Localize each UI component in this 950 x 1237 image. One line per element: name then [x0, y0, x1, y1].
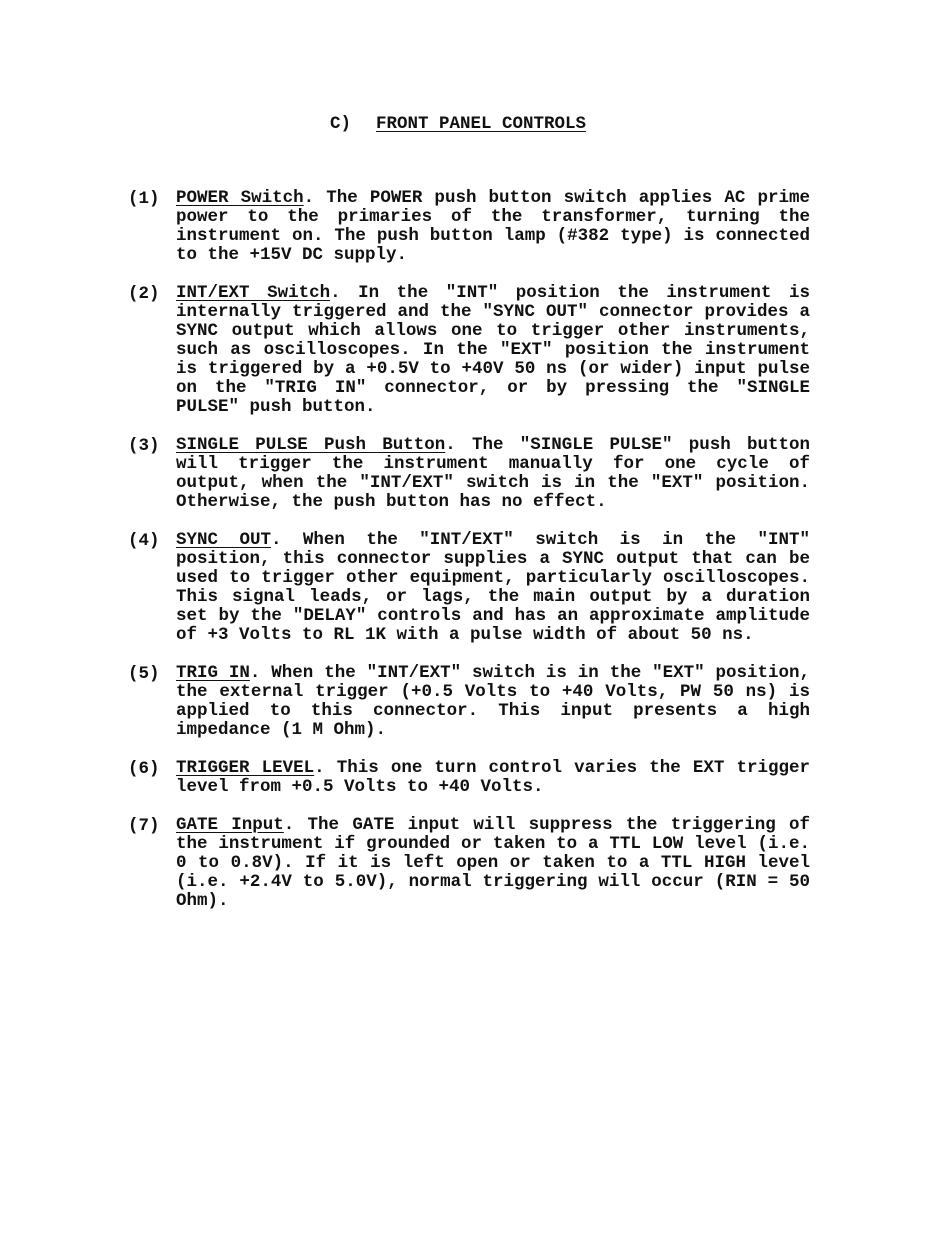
item-text: . The POWER push button switch applies AC prime power to the primaries of the transformer, turning the instrument on. The push button lamp (#382 type) is connected to the +15V DC supply. — [176, 188, 810, 265]
list-item-int-ext-switch — [128, 284, 810, 417]
item-number: (4) — [128, 531, 160, 551]
list-item-single-pulse-button — [128, 436, 810, 512]
item-term: TRIGGER LEVEL — [176, 758, 315, 778]
item-body — [176, 284, 810, 417]
list-item-gate-input — [128, 816, 810, 911]
item-body — [176, 436, 810, 512]
item-text: . When the "INT/EXT" switch is in the "INT" position, this connector supplies a SYNC output that can be used to trigger other equipment, particularly oscilloscopes. This signal leads, or lags, the main output by a duration set by the "DELAY" controls and has an approximate amplitude of +3 Volts to RL 1K with a pulse width of about 50 ns. — [176, 530, 810, 645]
list-item-trigger-level — [128, 759, 810, 797]
section-title: FRONT PANEL CONTROLS — [376, 114, 587, 134]
item-number: (3) — [128, 436, 160, 456]
item-term: GATE Input — [176, 815, 284, 835]
list-item-power-switch — [128, 189, 810, 265]
item-text: . In the "INT" position the instrument is internally triggered and the "SYNC OUT" connector provides a SYNC output which allows one to trigger other instruments, such as oscilloscopes. In the "EXT" position the instrument is triggered by a +0.5V to +40V 50 ns (or wider) input pulse on the "TRIG IN" connector, or by pressing the "SINGLE PULSE" push button. — [176, 283, 810, 417]
item-number: (1) — [128, 189, 160, 209]
item-body — [176, 759, 810, 797]
item-term: TRIG IN — [176, 663, 250, 683]
item-number: (2) — [128, 284, 160, 304]
section-label: C) — [330, 114, 352, 134]
item-number: (5) — [128, 664, 160, 684]
item-term: POWER Switch — [176, 188, 304, 208]
section-heading — [330, 114, 586, 134]
list-item-sync-out — [128, 531, 810, 645]
item-text: . This one turn control varies the EXT trigger level from +0.5 Volts to +40 Volts. — [176, 758, 810, 797]
item-body — [176, 531, 810, 645]
controls-list — [128, 189, 810, 930]
list-item-trig-in — [128, 664, 810, 740]
item-text: . When the "INT/EXT" switch is in the "EXT" position, the external trigger (+0.5 Volts to +40 Volts, PW 50 ns) is applied to this connector. This input presents a high impedance (1 M Ohm). — [176, 663, 810, 740]
item-body — [176, 189, 810, 265]
item-text: . The "SINGLE PULSE" push button will trigger the instrument manually for one cycle of output, when the "INT/EXT" switch is in the "EXT" position. Otherwise, the push button has no effect. — [176, 435, 810, 512]
item-term: SYNC OUT — [176, 530, 271, 550]
item-text: . The GATE input will suppress the triggering of the instrument if grounded or taken to a TTL LOW level (i.e. 0 to 0.8V). If it is left open or taken to a TTL HIGH level (i.e. +2.4V to 5.0V), normal triggering will occur (RIN = 50 Ohm). — [176, 815, 810, 911]
item-term: INT/EXT Switch — [176, 283, 331, 303]
item-term: SINGLE PULSE Push Button — [176, 435, 446, 455]
item-body — [176, 816, 810, 911]
item-number: (7) — [128, 816, 160, 836]
item-number: (6) — [128, 759, 160, 779]
item-body — [176, 664, 810, 740]
